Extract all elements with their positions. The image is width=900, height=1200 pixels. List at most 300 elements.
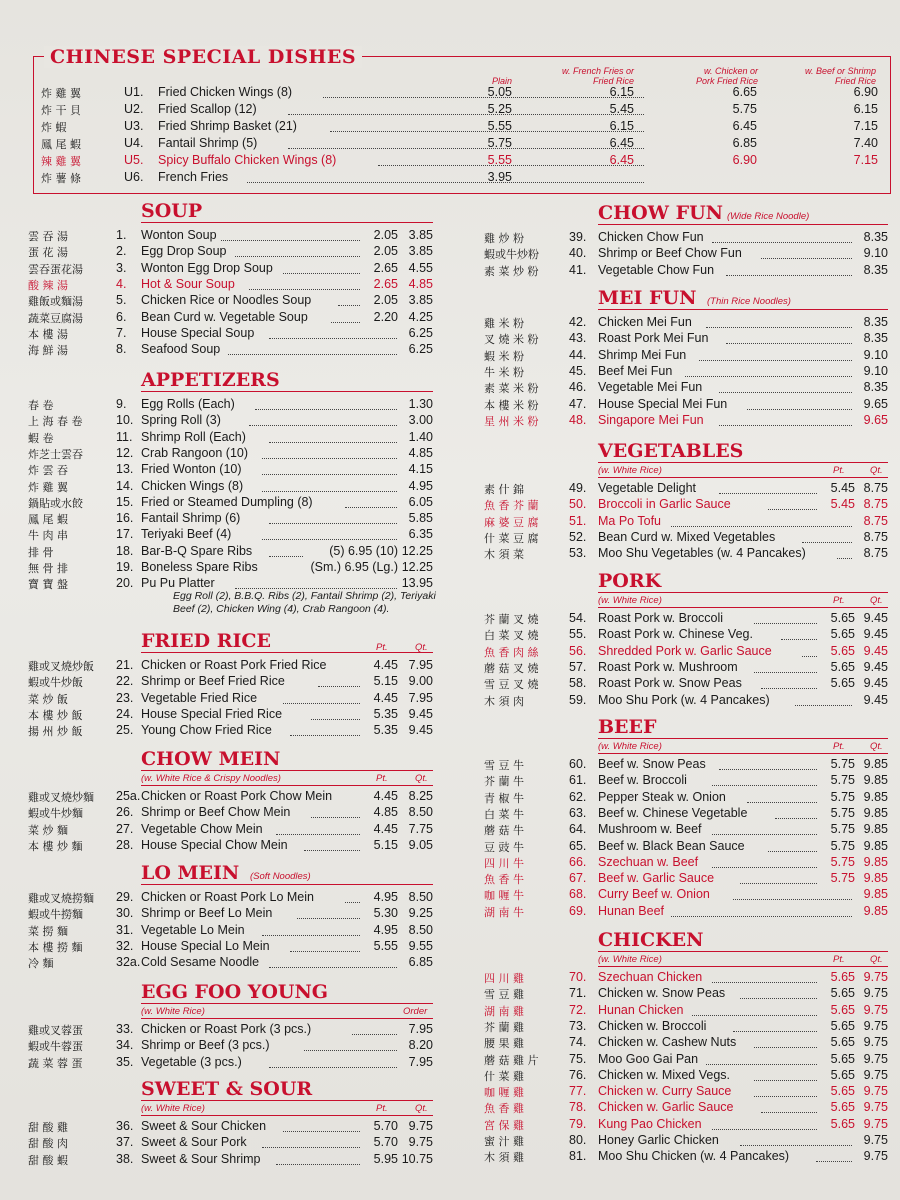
special-item-chinese: 炸 蝦 (41, 121, 67, 134)
menu-item-price-quart: 8.35 (863, 331, 888, 346)
menu-item-price-pint: 5.65 (830, 970, 855, 984)
section-title-pork: PORK (598, 570, 888, 593)
menu-item-chinese: 雪 豆 叉 燒 (484, 678, 539, 692)
menu-item-number: 20. (116, 576, 134, 591)
menu-item-number: 50. (569, 497, 587, 512)
menu-item-price-pint: 5.65 (830, 986, 855, 1001)
menu-item-price-quart: 6.25 (408, 325, 433, 340)
menu-item-price-quart: 8.35 (863, 315, 888, 329)
section-subtitle-pork: (w. White Rice) (598, 595, 888, 608)
leader-dots (304, 1040, 397, 1051)
menu-item-chinese: 雲吞蛋花湯 (28, 262, 83, 276)
menu-item-price-pint: 5.70 (373, 1119, 398, 1133)
menu-item-price-quart: 9.75 (863, 1067, 888, 1082)
menu-item-name: Vegetable (3 pcs.) (141, 1054, 242, 1069)
menu-item-price-quart: 3.85 (408, 244, 433, 259)
menu-item-price-quart: 9.45 (408, 723, 433, 738)
menu-item-chinese: 雪 豆 雞 (484, 988, 524, 1002)
menu-item-price-quart: 3.85 (408, 228, 433, 242)
menu-item-chinese: 湖 南 牛 (484, 905, 524, 919)
menu-item-name: Sweet & Sour Pork (141, 1135, 247, 1150)
menu-item-name: Bar-B-Q Spare Ribs (141, 543, 253, 558)
menu-item-price-pint: 5.75 (830, 854, 855, 869)
menu-item-price-quart: 7.95 (408, 1022, 433, 1036)
menu-item-price-pint: 5.65 (830, 1051, 855, 1066)
menu-item-name: Fried or Steamed Dumpling (8) (141, 494, 313, 509)
menu-item-name: Chicken w. Cashew Nuts (598, 1035, 737, 1050)
leader-dots (262, 481, 397, 492)
section-subtitle-sweet_sour: (w. White Rice) (141, 1103, 433, 1116)
menu-item-chinese: 叉 燒 米 粉 (484, 333, 539, 347)
menu-item-name: Szechuan Chicken (598, 970, 703, 984)
menu-item-price-pint: 2.05 (373, 228, 398, 242)
menu-item-price-pint: (5) 6.95 (10) (329, 543, 398, 558)
menu-item-price-quart: 9.65 (863, 412, 888, 427)
menu-item-number: 25a. (116, 789, 141, 803)
menu-item-price-pint: 5.15 (373, 837, 398, 852)
menu-item-chinese: 蝦或牛撈麵 (28, 908, 83, 922)
menu-item-name: Crab Rangoon (10) (141, 445, 249, 460)
menu-item-price-pint: 4.45 (373, 690, 398, 705)
menu-item-price-quart: 9.45 (863, 659, 888, 674)
special-item-price: 7.15 (853, 119, 878, 133)
special-item-price: 5.75 (732, 102, 757, 116)
menu-item-number: 9. (116, 397, 127, 411)
menu-item-price-quart: 9.75 (863, 1100, 888, 1115)
leader-dots (719, 382, 852, 393)
menu-item-chinese: 鍋貼或水餃 (28, 496, 83, 510)
menu-item-price-quart: 9.10 (863, 363, 888, 378)
menu-item-name: Chicken or Roast Pork Chow Mein (141, 789, 333, 803)
menu-item-name: Pu Pu Platter (141, 576, 215, 591)
menu-item-name: Chicken Wings (8) (141, 478, 244, 493)
special-item-name: Fried Shrimp Basket (21) (158, 119, 297, 133)
menu-item-number: 69. (569, 903, 587, 918)
leader-dots (228, 344, 397, 355)
menu-item-name: Moo Shu Vegetables (w. 4 Pancakes) (598, 546, 806, 561)
menu-item-name: Sweet & Sour Chicken (141, 1119, 267, 1133)
menu-item-chinese: 星 州 米 粉 (484, 414, 539, 428)
leader-dots (262, 448, 397, 459)
special-item-price: 6.65 (732, 85, 757, 99)
qt-header: Qt. (415, 642, 428, 653)
section-title-beef: BEEF (598, 716, 888, 739)
menu-item-name: Shredded Pork w. Garlic Sauce (598, 643, 772, 658)
menu-item-price-quart: 6.25 (408, 342, 433, 357)
menu-item-chinese: 蝦或牛炒麵 (28, 807, 83, 821)
menu-item-number: 32a. (116, 955, 141, 970)
menu-item-number: 27. (116, 821, 134, 836)
special-item-name: Fantail Shrimp (5) (158, 136, 258, 150)
menu-item-number: 14. (116, 478, 134, 493)
menu-item-name: Moo Goo Gai Pan (598, 1051, 699, 1066)
menu-item-chinese: 本 樓 撈 麵 (28, 940, 83, 954)
menu-item-number: 61. (569, 773, 587, 788)
menu-item-price-quart: 9.85 (863, 773, 888, 788)
menu-item-number: 77. (569, 1084, 587, 1099)
section-title-fried_rice: FRIED RICE (141, 630, 433, 653)
menu-item-number: 79. (569, 1116, 587, 1131)
menu-item-number: 48. (569, 412, 587, 427)
menu-item-price-quart: 8.50 (408, 922, 433, 937)
menu-item-name: Ma Po Tofu (598, 513, 662, 528)
menu-item-number: 24. (116, 706, 134, 721)
menu-item-price-pint: 5.75 (830, 838, 855, 853)
menu-item-price-quart: 9.85 (863, 887, 888, 902)
menu-item-chinese: 四 川 牛 (484, 856, 524, 870)
menu-item-number: 42. (569, 315, 587, 329)
menu-item-chinese: 雞或叉蓉蛋 (28, 1024, 83, 1037)
menu-item-price-pint: 2.05 (373, 244, 398, 259)
menu-item-price-pint: 4.45 (373, 789, 398, 803)
menu-item-name: Roast Pork w. Broccoli (598, 611, 724, 625)
menu-item-price-pint: 4.45 (373, 658, 398, 672)
menu-item-price-quart: 8.75 (863, 497, 888, 512)
menu-item-name: Chicken or Roast Pork Fried Rice (141, 658, 327, 672)
menu-item-price-quart: 8.75 (863, 481, 888, 495)
section-subtitle-lo_mein: (Soft Noodles) (250, 871, 311, 882)
menu-item-chinese: 宮 保 雞 (484, 1118, 524, 1132)
menu-item-number: 34. (116, 1038, 134, 1053)
menu-item-number: 5. (116, 293, 127, 308)
leader-dots (235, 578, 397, 589)
menu-item-price-quart: 9.55 (408, 938, 433, 953)
special-item-number: U3. (124, 119, 144, 133)
menu-item-price-pint: 2.65 (373, 260, 398, 275)
menu-item-number: 46. (569, 380, 587, 395)
menu-item-name: Fantail Shrimp (6) (141, 511, 241, 526)
menu-item-price-quart: 9.85 (863, 871, 888, 886)
menu-item-chinese: 冷 麵 (28, 957, 54, 971)
menu-item-price-quart: 3.85 (408, 293, 433, 308)
menu-item-chinese: 雞飯或麵湯 (28, 295, 83, 309)
menu-item-number: 28. (116, 837, 134, 852)
menu-item-price-quart: 7.95 (408, 658, 433, 672)
menu-item-price-quart: 9.75 (863, 1149, 888, 1164)
menu-item-name: Szechuan w. Beef (598, 854, 699, 869)
menu-item-chinese: 白 菜 牛 (484, 807, 524, 821)
menu-item-chinese: 揚 州 炒 飯 (28, 725, 83, 739)
menu-item-number: 75. (569, 1051, 587, 1066)
menu-item-chinese: 酸 辣 湯 (28, 278, 68, 292)
menu-item-price-quart: 4.15 (408, 462, 433, 477)
menu-item-name: Beef w. Chinese Vegetable (598, 805, 748, 820)
menu-item-price-pint: 5.65 (830, 1035, 855, 1050)
leader-dots (699, 350, 852, 361)
special-item-name: Fried Scallop (12) (158, 102, 257, 116)
menu-item-price-pint: 2.20 (373, 309, 398, 324)
menu-item-price-quart: 8.20 (408, 1038, 433, 1053)
leader-dots (262, 529, 397, 540)
section-subtitle-beef: (w. White Rice) (598, 741, 888, 754)
menu-item-price-quart: 9.85 (863, 838, 888, 853)
section-title-soup: SOUP (141, 200, 433, 223)
menu-item-name: Bean Curd w. Mixed Vegetables (598, 529, 776, 544)
menu-item-price-quart: 6.35 (408, 527, 433, 542)
menu-item-chinese: 芥 蘭 牛 (484, 775, 524, 789)
menu-item-price-quart: 9.45 (408, 706, 433, 721)
menu-item-price-quart: 6.85 (408, 955, 433, 970)
leader-dots (747, 399, 852, 410)
menu-item-chinese: 蛋 花 湯 (28, 246, 68, 260)
menu-item-price-quart: 9.75 (863, 1133, 888, 1147)
menu-item-name: Young Chow Fried Rice (141, 723, 272, 738)
menu-item-price-pint: 4.85 (373, 805, 398, 820)
menu-item-number: 26. (116, 805, 134, 820)
leader-dots (719, 415, 852, 426)
menu-item-chinese: 蘑 菇 雞 片 (484, 1053, 539, 1067)
menu-item-number: 80. (569, 1133, 587, 1147)
section-title-mei_fun: MEI FUN (598, 287, 888, 310)
menu-item-number: 39. (569, 230, 587, 244)
special-item-price: 3.95 (487, 170, 512, 184)
pt-header: Pt. (833, 741, 845, 752)
menu-item-number: 31. (116, 922, 134, 937)
section-subtitle-mei_fun: (Thin Rice Noodles) (707, 296, 791, 307)
menu-item-price-pint: 5.35 (373, 723, 398, 738)
menu-item-number: 78. (569, 1100, 587, 1115)
menu-item-name: Wonton Soup (141, 228, 217, 242)
menu-item-price-pint: 5.75 (830, 805, 855, 820)
pt-header: Pt. (833, 954, 845, 965)
pupu-note-1: Egg Roll (2), B.B.Q. Ribs (2), Fantail Shrimp (2), Teriyaki (173, 589, 436, 602)
menu-item-chinese: 腰 果 雞 (484, 1037, 524, 1051)
menu-item-number: 35. (116, 1054, 134, 1069)
menu-item-chinese: 蔬 菜 蓉 蛋 (28, 1056, 83, 1070)
special-header-fries: w. French Fries or Fried Rice (561, 66, 634, 86)
qt-header: Qt. (870, 741, 883, 752)
menu-item-number: 38. (116, 1151, 134, 1166)
menu-item-name: Honey Garlic Chicken (598, 1133, 719, 1147)
menu-item-price-quart: 1.40 (408, 429, 433, 444)
menu-item-price-quart: 9.65 (863, 396, 888, 411)
special-item-price: 5.05 (487, 85, 512, 99)
menu-item-chinese: 蔬菜豆腐湯 (28, 311, 83, 325)
menu-item-price-quart: 9.45 (863, 643, 888, 658)
menu-item-price-quart: 9.85 (863, 805, 888, 820)
menu-item-price-quart: 4.85 (408, 276, 433, 291)
leader-dots (726, 333, 852, 344)
menu-item-chinese: 炸 雞 翼 (28, 480, 68, 494)
menu-item-chinese: 牛 米 粉 (484, 365, 524, 379)
menu-item-chinese: 雞 米 粉 (484, 317, 524, 330)
menu-item-chinese: 木 須 菜 (484, 548, 524, 562)
menu-item-name: Chicken Chow Fun (598, 230, 704, 244)
menu-item-number: 58. (569, 676, 587, 691)
menu-item-price-quart: 9.75 (408, 1119, 433, 1133)
menu-item-price-pint: 4.95 (373, 922, 398, 937)
menu-item-price-quart: 9.85 (863, 789, 888, 804)
leader-dots (249, 415, 398, 426)
special-item-chinese: 辣 雞 翼 (41, 155, 81, 168)
menu-item-chinese: 甜 酸 肉 (28, 1137, 68, 1151)
menu-item-price-pint: 5.45 (830, 481, 855, 495)
menu-item-price-quart: 9.75 (863, 1002, 888, 1017)
leader-dots (269, 957, 397, 968)
menu-item-price-pint: 5.65 (830, 611, 855, 625)
menu-item-chinese: 木 須 肉 (484, 694, 524, 708)
menu-item-number: 16. (116, 511, 134, 526)
menu-item-name: Vegetable Chow Mein (141, 821, 263, 836)
menu-item-price-quart: 9.45 (863, 627, 888, 642)
menu-item-chinese: 魚 香 雞 (484, 1102, 524, 1116)
menu-item-number: 73. (569, 1018, 587, 1033)
menu-item-price-quart: 9.75 (863, 1018, 888, 1033)
menu-item-price-quart: 8.35 (863, 262, 888, 277)
menu-item-number: 62. (569, 789, 587, 804)
qt-header: Qt. (870, 465, 883, 476)
menu-item-price-quart: 9.00 (408, 674, 433, 689)
special-header-chicken-pork: w. Chicken or Pork Fried Rice (695, 66, 758, 86)
menu-item-number: 4. (116, 276, 127, 291)
menu-item-number: 7. (116, 325, 127, 340)
special-item-price: 6.15 (853, 102, 878, 116)
menu-item-number: 66. (569, 854, 587, 869)
menu-item-name: Beef Mei Fun (598, 363, 673, 378)
special-item-price: 6.15 (609, 119, 634, 133)
menu-item-chinese: 青 椒 牛 (484, 791, 524, 805)
menu-item-name: Vegetable Chow Fun (598, 262, 715, 277)
special-header-plain: Plain (491, 76, 512, 86)
menu-item-number: 52. (569, 529, 587, 544)
menu-item-name: Bean Curd w. Vegetable Soup (141, 309, 308, 324)
menu-item-price-quart: 9.45 (863, 692, 888, 707)
leader-dots (269, 513, 397, 524)
menu-item-name: Shrimp or Beef (3 pcs.) (141, 1038, 270, 1053)
menu-item-number: 76. (569, 1067, 587, 1082)
menu-item-number: 19. (116, 560, 134, 574)
menu-item-price-pint: 5.75 (830, 871, 855, 886)
menu-item-number: 56. (569, 643, 587, 658)
menu-item-name: House Special Soup (141, 325, 255, 340)
special-item-chinese: 炸 雞 翼 (41, 87, 81, 100)
leader-dots (269, 432, 397, 443)
menu-item-chinese: 咖 喱 雞 (484, 1086, 524, 1100)
menu-item-number: 2. (116, 244, 127, 259)
order-header: Order (403, 1006, 428, 1017)
menu-item-number: 44. (569, 347, 587, 362)
menu-item-name: Shrimp or Beef Chow Fun (598, 246, 742, 261)
menu-item-number: 8. (116, 342, 127, 357)
menu-item-price-quart: 8.75 (863, 529, 888, 544)
menu-item-price-quart: 9.75 (408, 1135, 433, 1150)
special-item-number: U1. (124, 85, 144, 99)
leader-dots (269, 328, 397, 339)
menu-item-chinese: 本 樓 湯 (28, 327, 68, 341)
menu-item-chinese: 魚 香 肉 絲 (484, 645, 539, 659)
menu-item-name: Chicken w. Broccoli (598, 1018, 707, 1033)
leader-dots (685, 366, 852, 377)
menu-item-number: 32. (116, 938, 134, 953)
menu-item-price-quart: 9.75 (863, 1035, 888, 1050)
menu-item-price-pint: 2.65 (373, 276, 398, 291)
menu-item-chinese: 蝦或牛蓉蛋 (28, 1040, 83, 1054)
menu-item-price-quart: 8.50 (408, 890, 433, 904)
menu-item-name: Sweet & Sour Shrimp (141, 1151, 261, 1166)
menu-item-price-pint: 5.95 (373, 1151, 398, 1166)
menu-item-chinese: 蝦 米 粉 (484, 349, 524, 363)
special-item-number: U2. (124, 102, 144, 116)
menu-item-price-quart: 13.95 (401, 576, 433, 591)
special-item-chinese: 炸 干 貝 (41, 104, 81, 117)
section-title-sweet_sour: SWEET & SOUR (141, 1078, 433, 1101)
menu-item-price-quart: 7.75 (408, 821, 433, 836)
menu-item-number: 36. (116, 1119, 134, 1133)
pt-header: Pt. (833, 465, 845, 476)
menu-item-price-quart: 9.85 (863, 822, 888, 837)
menu-item-price-pint: 5.65 (830, 627, 855, 642)
menu-item-chinese: 炸 雲 吞 (28, 464, 68, 478)
menu-item-chinese: 蝦 卷 (28, 431, 54, 445)
menu-item-chinese: 上 海 春 卷 (28, 415, 83, 429)
menu-item-chinese: 什 菜 雞 (484, 1069, 524, 1083)
special-item-price: 5.25 (487, 102, 512, 116)
menu-item-chinese: 雞或叉燒炒飯 (28, 660, 94, 673)
pt-header: Pt. (376, 642, 388, 653)
qt-header: Qt. (415, 1103, 428, 1114)
menu-item-name: Shrimp Roll (Each) (141, 429, 246, 444)
menu-item-name: Boneless Spare Ribs (141, 560, 258, 574)
special-item-chinese: 炸 薯 條 (41, 172, 81, 185)
menu-item-price-pint: 5.65 (830, 1100, 855, 1115)
menu-item-number: 51. (569, 513, 587, 528)
menu-item-name: Egg Rolls (Each) (141, 397, 235, 411)
menu-item-name: Vegetable Delight (598, 481, 696, 495)
menu-item-number: 12. (116, 445, 134, 460)
menu-item-chinese: 本 樓 炒 飯 (28, 708, 83, 722)
menu-item-price-quart: 1.30 (408, 397, 433, 411)
pupu-note-2: Beef (2), Chicken Wing (4), Crab Rangoon (4). (173, 602, 390, 615)
section-subtitle-chicken: (w. White Rice) (598, 954, 888, 967)
menu-item-price-quart: 5.85 (408, 511, 433, 526)
menu-item-number: 33. (116, 1022, 134, 1036)
menu-item-number: 15. (116, 494, 134, 509)
menu-item-name: House Special Lo Mein (141, 938, 270, 953)
menu-item-name: Shrimp Mei Fun (598, 347, 687, 362)
menu-item-chinese: 素 菜 炒 粉 (484, 264, 539, 278)
menu-item-price-quart: 7.95 (408, 690, 433, 705)
menu-item-name: Vegetable Fried Rice (141, 690, 258, 705)
menu-item-name: Roast Pork w. Snow Peas (598, 676, 742, 691)
menu-item-number: 67. (569, 871, 587, 886)
menu-item-name: Shrimp or Beef Fried Rice (141, 674, 285, 689)
menu-item-number: 13. (116, 462, 134, 477)
menu-item-price-quart: 8.75 (863, 546, 888, 561)
menu-item-chinese: 魚 香 牛 (484, 873, 524, 887)
menu-item-number: 25. (116, 723, 134, 738)
section-title-egg_foo_young: EGG FOO YOUNG (141, 981, 433, 1004)
special-item-name: Spicy Buffalo Chicken Wings (8) (158, 153, 337, 167)
menu-item-price-quart: 9.85 (863, 854, 888, 869)
menu-item-number: 10. (116, 413, 134, 428)
menu-item-number: 18. (116, 543, 134, 558)
menu-item-price-quart: 4.95 (408, 478, 433, 493)
menu-item-price-quart: 9.75 (863, 986, 888, 1001)
menu-item-chinese: 菜 炒 麵 (28, 823, 68, 837)
pt-header: Pt. (376, 1103, 388, 1114)
menu-item-chinese: 四 川 雞 (484, 972, 524, 985)
menu-item-price-pint: 5.75 (830, 757, 855, 771)
menu-item-price-pint: 5.15 (373, 674, 398, 689)
menu-item-chinese: 雞或叉燒撈麵 (28, 892, 94, 905)
menu-item-price-quart: 9.85 (863, 757, 888, 771)
menu-item-price-quart: 8.75 (863, 513, 888, 528)
menu-item-price-quart: 4.85 (408, 445, 433, 460)
menu-item-number: 72. (569, 1002, 587, 1017)
menu-item-price-quart: 9.85 (863, 903, 888, 918)
menu-item-name: Beef w. Snow Peas (598, 757, 706, 771)
section-title-chow_fun: CHOW FUN (598, 202, 888, 225)
